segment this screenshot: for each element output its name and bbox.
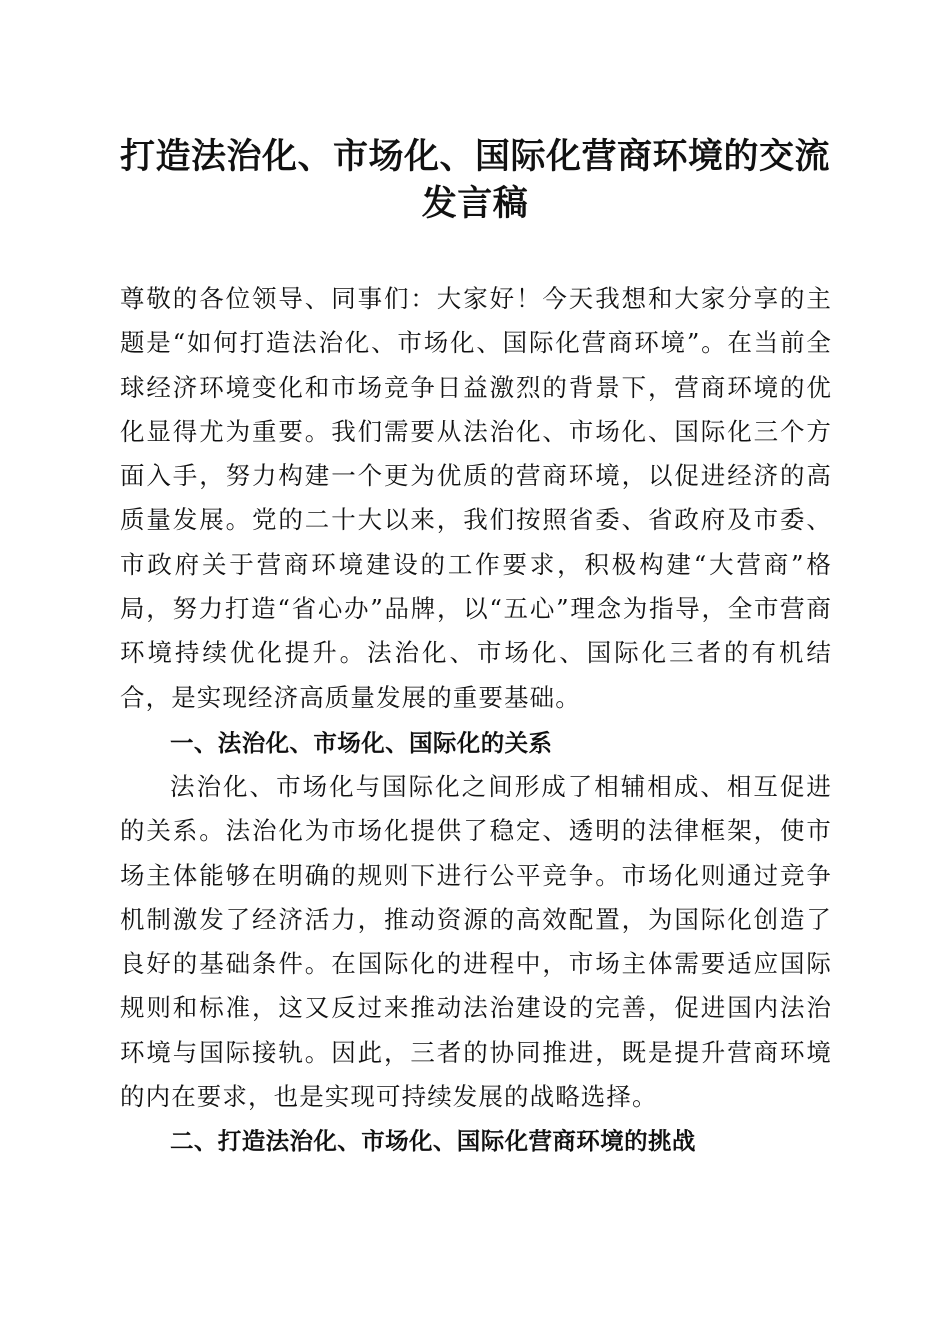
document-title [100, 133, 850, 227]
intro-paragraph: 尊敬的各位领导、同事们：大家好！今天我想和大家分享的主题是“如何打造法治化、市场化、国际化营商环境”。在当前全球经济环境变化和市场竞争日益激烈的背景下，营商环境的优化显得尤为重要。我们需要从法治化、市场化、国际化三个方面入手，努力构建一个更为优质的营商环境，以促进经济的高质量发展。党的二十大以来，我们按照省委、省政府及市委、市政府关于营商环境建设的工作要求，积极构建“大营商”格局，努力打造“省心办”品牌，以“五心”理念为指导，全市营商环境持续优化提升。法治化、市场化、国际化三者的有机结合，是实现经济高质量发展的重要基础。 [120, 284, 832, 712]
section-2-heading: 二、打造法治化、市场化、国际化营商环境的挑战 [170, 1127, 696, 1155]
document-title-line-2: 发言稿 [421, 183, 529, 224]
document-title-line-1: 打造法治化、市场化、国际化营商环境的交流 [119, 136, 830, 177]
section-1-paragraph: 法治化、市场化与国际化之间形成了相辅相成、相互促进的关系。法治化为市场化提供了稳定、透明的法律框架，使市场主体能够在明确的规则下进行公平竞争。市场化则通过竞争机制激发了经济活力，推动资源的高效配置，为国际化创造了良好的基础条件。在国际化的进程中，市场主体需要适应国际规则和标准，这又反过来推动法治建设的完善，促进国内法治环境与国际接轨。因此，三者的协同推进，既是提升营商环境的内在要求，也是实现可持续发展的战略选择。 [120, 772, 832, 1112]
section-1-heading: 一、法治化、市场化、国际化的关系 [170, 729, 553, 757]
